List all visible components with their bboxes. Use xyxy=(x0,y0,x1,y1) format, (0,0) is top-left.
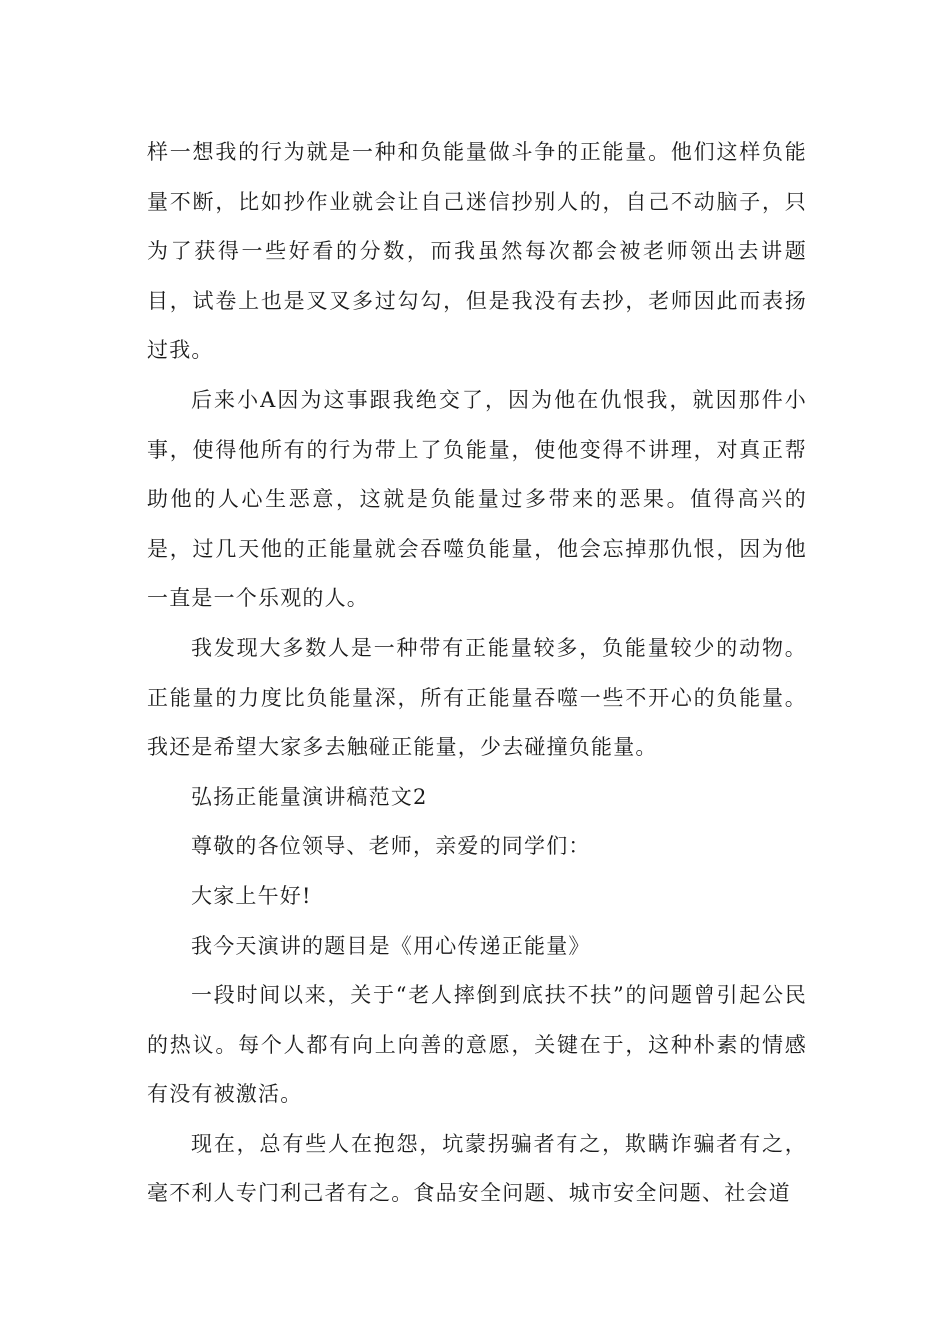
document-page xyxy=(147,128,807,1219)
paragraph-3: 我发现大多数人是一种带有正能量较多，负能量较少的动物。正能量的力度比负能量深，所有正能量吞噬一些不开心的负能量。我还是希望大家多去触碰正能量，少去碰撞负能量。 xyxy=(147,635,807,760)
paragraph-9: 现在，总有些人在抱怨，坑蒙拐骗者有之，欺瞒诈骗者有之，毫不利人专门利己者有之。食品安全问题、城市安全问题、社会道 xyxy=(147,1131,807,1206)
section-title: 弘扬正能量演讲稿范文2 xyxy=(191,784,428,809)
speech-topic: 我今天演讲的题目是《用心传递正能量》 xyxy=(191,933,591,958)
paragraph-1: 样一想我的行为就是一种和负能量做斗争的正能量。他们这样负能量不断，比如抄作业就会让自己迷信抄别人的，自己不动脑子，只为了获得一些好看的分数，而我虽然每次都会被老师领出去讲题目，试卷上也是叉叉多过勾勾，但是我没有去抄，老师因此而表扬过我。 xyxy=(147,140,807,363)
paragraph-2: 后来小A因为这事跟我绝交了，因为他在仇恨我，就因那件小事，使得他所有的行为带上了负能量，使他变得不讲理，对真正帮助他的人心生恶意，这就是负能量过多带来的恶果。值得高兴的是，过几天他的正能量就会吞噬负能量，他会忘掉那仇恨，因为他一直是一个乐观的人。 xyxy=(147,387,807,611)
paragraph-8: 一段时间以来，关于“老人摔倒到底扶不扶”的问题曾引起公民的热议。每个人都有向上向善的意愿，关键在于，这种朴素的情感有没有被激活。 xyxy=(147,983,807,1107)
salutation: 尊敬的各位领导、老师，亲爱的同学们： xyxy=(191,834,591,859)
greeting: 大家上午好! xyxy=(191,883,312,908)
